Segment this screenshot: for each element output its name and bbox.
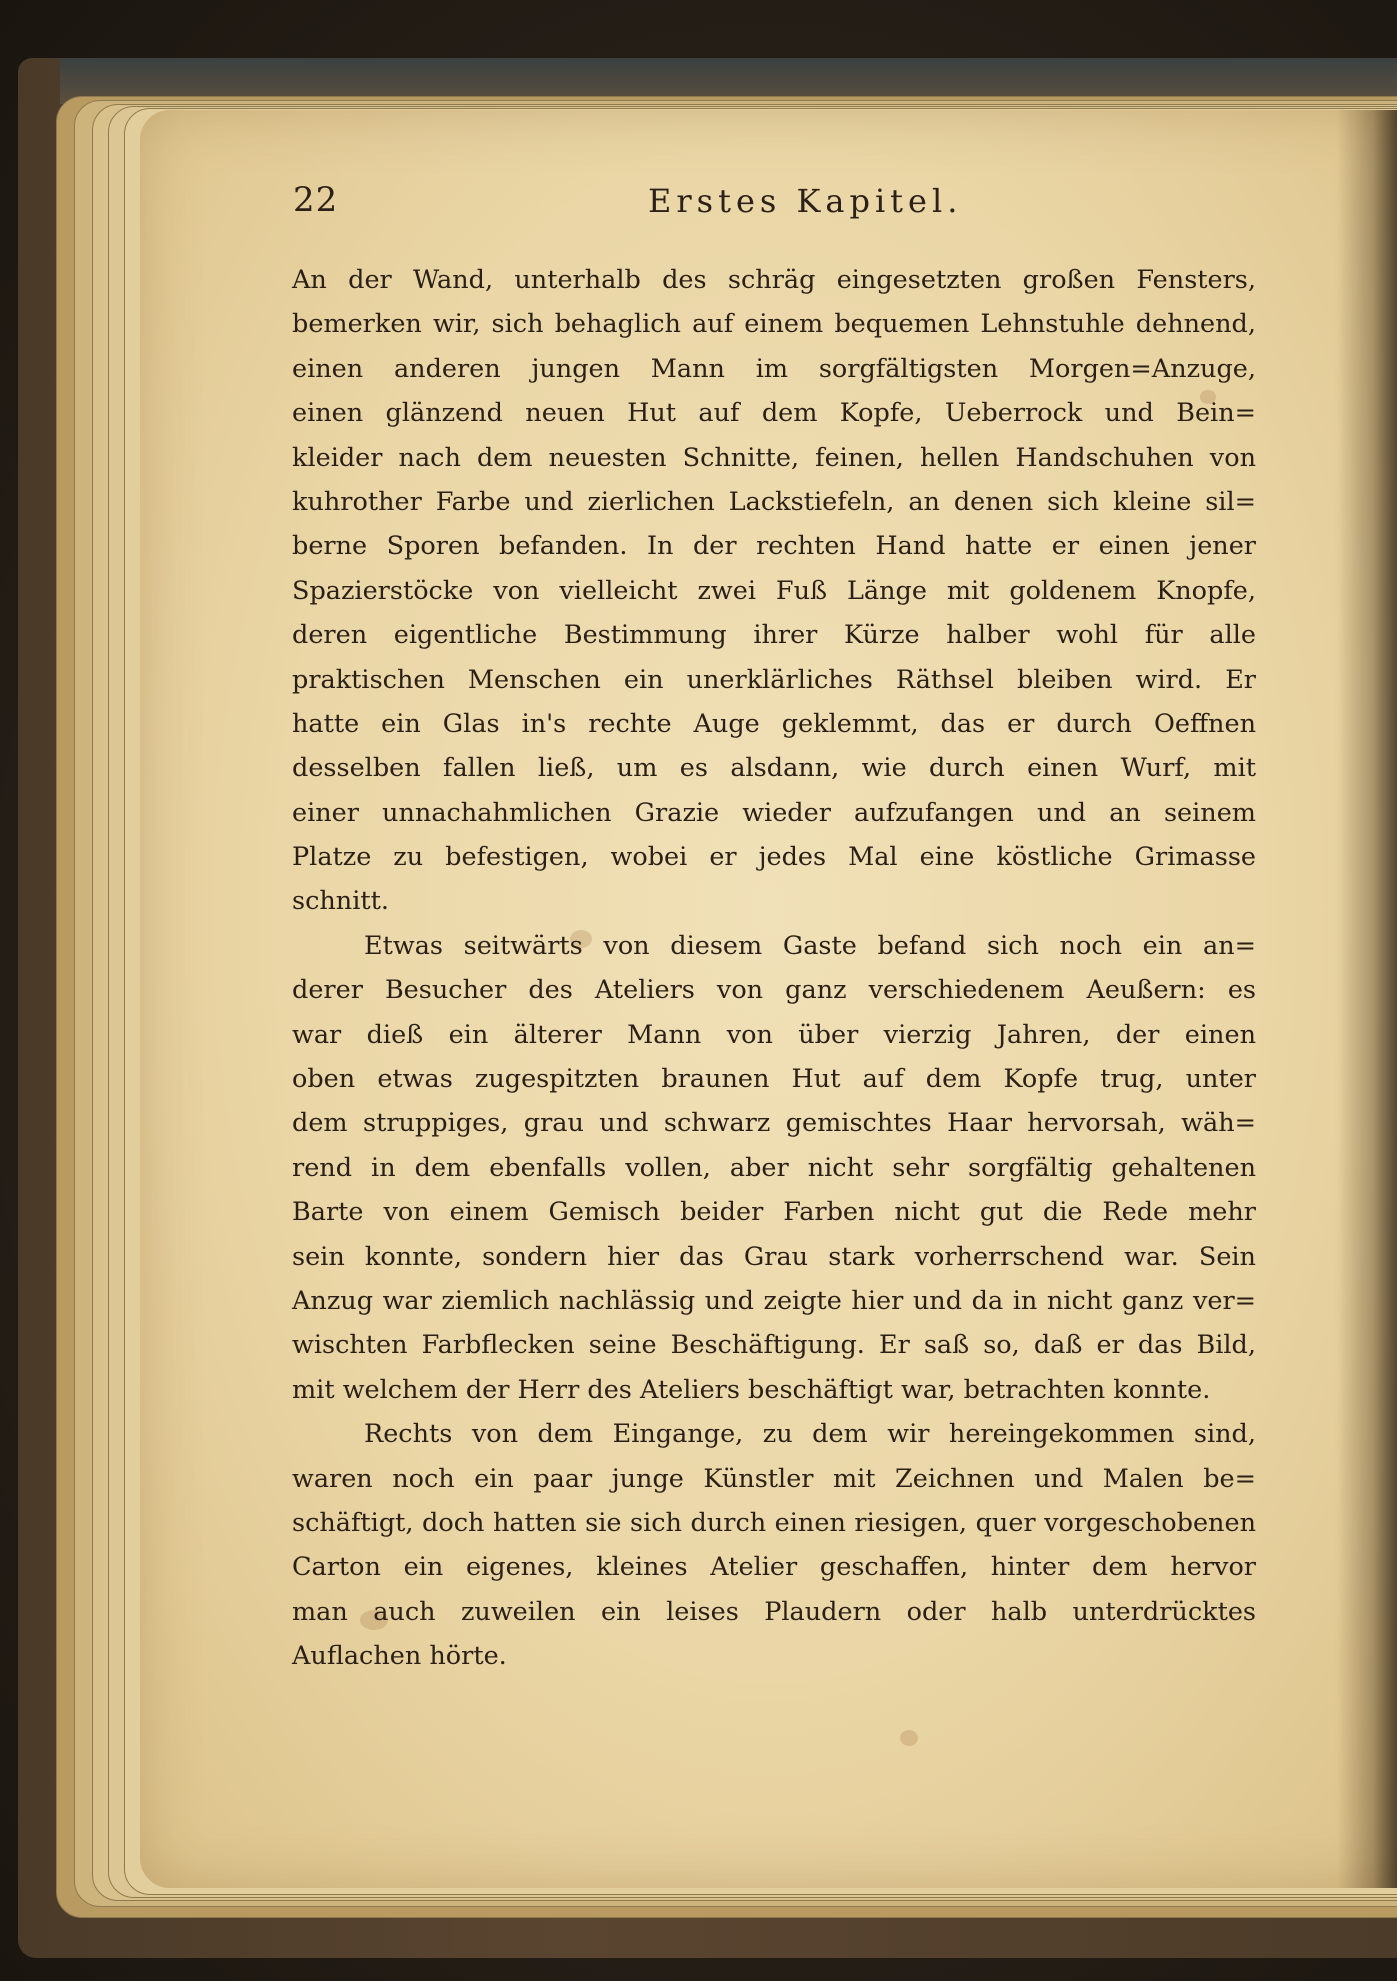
text-line: Auflachen hörte. bbox=[292, 1641, 507, 1672]
text-line: kuhrother Farbe und zierlichen Lackstiefeln, an denen sich kleine sil= bbox=[292, 486, 1256, 517]
text-line: war dieß ein älterer Mann von über vierzig Jahren, der einen bbox=[292, 1019, 1256, 1050]
text-line: rend in dem ebenfalls vollen, aber nicht sehr sorgfältig gehaltenen bbox=[292, 1152, 1256, 1183]
text-line: Platze zu befestigen, wobei er jedes Mal eine köstliche Grimasse bbox=[292, 842, 1256, 873]
text-line: deren eigentliche Bestimmung ihrer Kürze halber wohl für alle bbox=[292, 620, 1256, 651]
text-line: waren noch ein paar junge Künstler mit Zeichnen und Malen be= bbox=[292, 1463, 1256, 1494]
text-line: berne Sporen befanden. In der rechten Hand hatte er einen jener bbox=[292, 531, 1256, 562]
chapter-title: Erstes Kapitel. bbox=[648, 182, 963, 220]
text-line: man auch zuweilen ein leises Plaudern oder halb unterdrücktes bbox=[292, 1596, 1256, 1627]
text-line: mit welchem der Herr des Ateliers beschäftigt war, betrachten konnte. bbox=[292, 1374, 1211, 1405]
running-header bbox=[293, 180, 1273, 230]
text-line: derer Besucher des Ateliers von ganz verschiedenem Aeußern: es bbox=[292, 975, 1256, 1006]
text-line: kleider nach dem neuesten Schnitte, feinen, hellen Handschuhen von bbox=[292, 442, 1256, 473]
text-line: hatte ein Glas in's rechte Auge geklemmt, das er durch Oeffnen bbox=[292, 708, 1256, 739]
text-line: schnitt. bbox=[292, 886, 389, 917]
paragraph bbox=[292, 1412, 1256, 1678]
paragraph bbox=[292, 258, 1256, 924]
text-line: bemerken wir, sich behaglich auf einem bequemen Lehnstuhle dehnend, bbox=[292, 309, 1256, 340]
text-line: Barte von einem Gemisch beider Farben nicht gut die Rede mehr bbox=[292, 1197, 1256, 1228]
text-line: wischten Farbflecken seine Beschäftigung. Er saß so, daß er das Bild, bbox=[292, 1330, 1256, 1361]
text-line: Carton ein eigenes, kleines Atelier geschaffen, hinter dem hervor bbox=[292, 1552, 1256, 1583]
body-text bbox=[292, 258, 1256, 1679]
foxing-spot bbox=[900, 1730, 918, 1746]
paragraph bbox=[292, 924, 1256, 1412]
text-line: schäftigt, doch hatten sie sich durch einen riesigen, quer vorgeschobenen bbox=[292, 1507, 1256, 1538]
text-line: Spazierstöcke von vielleicht zwei Fuß Länge mit goldenem Knopfe, bbox=[292, 575, 1256, 606]
text-line: sein konnte, sondern hier das Grau stark vorherrschend war. Sein bbox=[292, 1241, 1256, 1272]
text-line: An der Wand, unterhalb des schräg eingesetzten großen Fensters, bbox=[292, 265, 1256, 295]
text-line: Etwas seitwärts von diesem Gaste befand sich noch ein an= bbox=[364, 930, 1256, 961]
page-number: 22 bbox=[293, 180, 339, 220]
text-line: desselben fallen ließ, um es alsdann, wie durch einen Wurf, mit bbox=[292, 753, 1256, 784]
text-line: Rechts von dem Eingange, zu dem wir hereingekommen sind, bbox=[364, 1419, 1256, 1450]
text-line: einer unnachahmlichen Grazie wieder aufzufangen und an seinem bbox=[292, 797, 1256, 828]
text-line: einen anderen jungen Mann im sorgfältigsten Morgen=Anzuge, bbox=[292, 353, 1256, 384]
text-line: einen glänzend neuen Hut auf dem Kopfe, Ueberrock und Bein= bbox=[292, 398, 1256, 429]
text-line: Anzug war ziemlich nachlässig und zeigte hier und da in nicht ganz ver= bbox=[292, 1285, 1256, 1316]
text-line: dem struppiges, grau und schwarz gemischtes Haar hervorsah, wäh= bbox=[292, 1108, 1256, 1139]
text-line: oben etwas zugespitzten braunen Hut auf dem Kopfe trug, unter bbox=[292, 1064, 1256, 1095]
text-line: praktischen Menschen ein unerklärliches Räthsel bleiben wird. Er bbox=[292, 664, 1256, 695]
page-gutter-shadow bbox=[1337, 110, 1397, 1888]
